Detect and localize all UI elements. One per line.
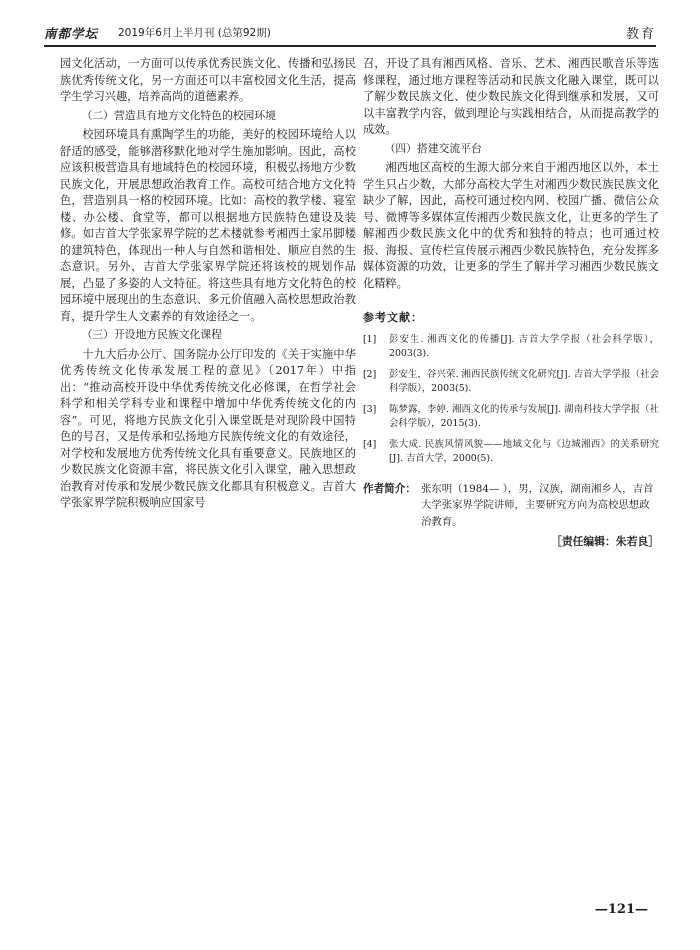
subheading-3: （三）开设地方民族文化课程 (81, 328, 222, 341)
reference-text: 彭安生，谷兴荣. 湘西民族传统文化研究[J]. 吉首大学学报（社会科学版），2003(5). (389, 368, 659, 394)
author-label: 作者简介： (363, 482, 416, 495)
body-paragraph-3: 十九大后办公厅、国务院办公厅印发的《关于实施中华优秀传统文化传承发展工程的意见》（2017年）中指出：“推动高校开设中华优秀传统文化必修课，在哲学社会科学和相关学科专业和课程中增加中华优秀传统文化的内容”。可见，将地方民族文化引入课堂既是对现阶段中国特色的号召，又是传承和弘扬地方民族传统文化的有效途径，对学校和发展地方优秀传统文化具有重要意义。民族地区的少数民族文化资源丰富，将民族文化引入课堂，融入思想政治教育对传承和发展少数民族文化都具有积极意义。吉首大学张家界学院积极响应国家号 (60, 347, 356, 509)
author-text: 张东明（1984— ），男，汉族，湖南湘乡人，吉首大学张家界学院讲师，主要研究方向为高校思想政治教育。 (421, 482, 654, 528)
author-bio (363, 481, 659, 531)
reference-text: 张大成. 民族风情风貌——地域文化与《边城湘西》的关系研究[J]. 吉首大学，2000(5). (389, 438, 659, 464)
intro-paragraph: 园文化活动，一方面可以传承优秀民族文化、传播和弘扬民族优秀传统文化，另一方面还可以丰富校园文化生活，提高学生学习兴趣，培养高尚的道德素养。 (60, 57, 356, 103)
page-header (44, 20, 656, 44)
page-number: —121— (594, 902, 648, 917)
reference-item (363, 368, 659, 397)
subheading-2: （二）营造具有地方文化特色的校园环境 (81, 108, 276, 122)
reference-number: [4] (363, 438, 377, 450)
reference-item (363, 438, 659, 467)
section-label: 教育 (625, 27, 656, 42)
reference-number: [3] (363, 403, 377, 415)
references-title: 参考文献： (363, 311, 423, 324)
continued-paragraph: 召，开设了具有湘西风格、音乐、艺术、湘西民歌音乐等选修课程，通过地方课程等活动和民族文化融入课堂，既可以了解少数民族文化、使少数民族文化得到继承和发展，又可以丰富教学内容，做到理论与实践相结合，从而提高教学的成效。 (363, 57, 659, 136)
reference-number: [2] (363, 368, 377, 380)
reference-number: [1] (363, 333, 377, 345)
journal-name: 南都学坛 (44, 26, 99, 41)
reference-text: 陈梦露，李婷. 湘西文化的传承与发展[J]. 湖南科技大学学报（社会科学版），2015(3). (389, 403, 659, 429)
header-rule (44, 45, 656, 47)
left-column (60, 56, 356, 512)
reference-item (363, 333, 659, 362)
right-column (363, 56, 659, 551)
body-paragraph-2: 校园环境具有熏陶学生的功能，美好的校园环境给人以舒适的感受，能够潜移默化地对学生施加影响。因此，高校应该积极营造具有地域特色的校园环境，积极弘扬地方少数民族文化，开展思想政治教育工作。高校可结合地方文化特色，营造别具一格的校园环境。比如：高校的教学楼、寝室楼、办公楼、食堂等，都可以根据地方民族特色建设及装修。如吉首大学张家界学院的艺术楼就参考湘西土家吊脚楼的建筑特色，体现出一种人与自然和谐相处、顺应自然的生态意识。另外，吉首大学张家界学院还将该校的规划作品展，凸显了多姿的人文特征。将这些具有地方文化特色的校园环境中展现出的生态意识、多元价值融入高校思想政治教育，提升学生人文素养的有效途径之一。 (60, 128, 356, 323)
reference-item (363, 403, 659, 432)
responsible-editor: ［责任编辑：朱若良］ (551, 535, 659, 548)
reference-text: 彭安生. 湘西文化的传播[J]. 吉首大学学报（社会科学版），2003(3). (389, 333, 659, 359)
issue-info: 2019年6月上半月刊 (总第92期) (118, 27, 271, 39)
subheading-4: （四）搭建交流平台 (384, 141, 482, 155)
body-paragraph-4: 湘西地区高校的生源大部分来自于湘西地区以外，本土学生只占少数，大部分高校大学生对湘西少数民族民族文化缺少了解，因此，高校可通过校内网、校园广播、微信公众号、微博等多媒体宣传湘西少数民族文化，让更多的学生了解湘西少数民族文化中的优秀和独特的特点；也可通过校报、海报、宣传栏宣传展示湘西少数民族特色，充分发挥多媒体资源的功效，让更多的学生了解并学习湘西少数民族文化精粹。 (363, 161, 659, 290)
